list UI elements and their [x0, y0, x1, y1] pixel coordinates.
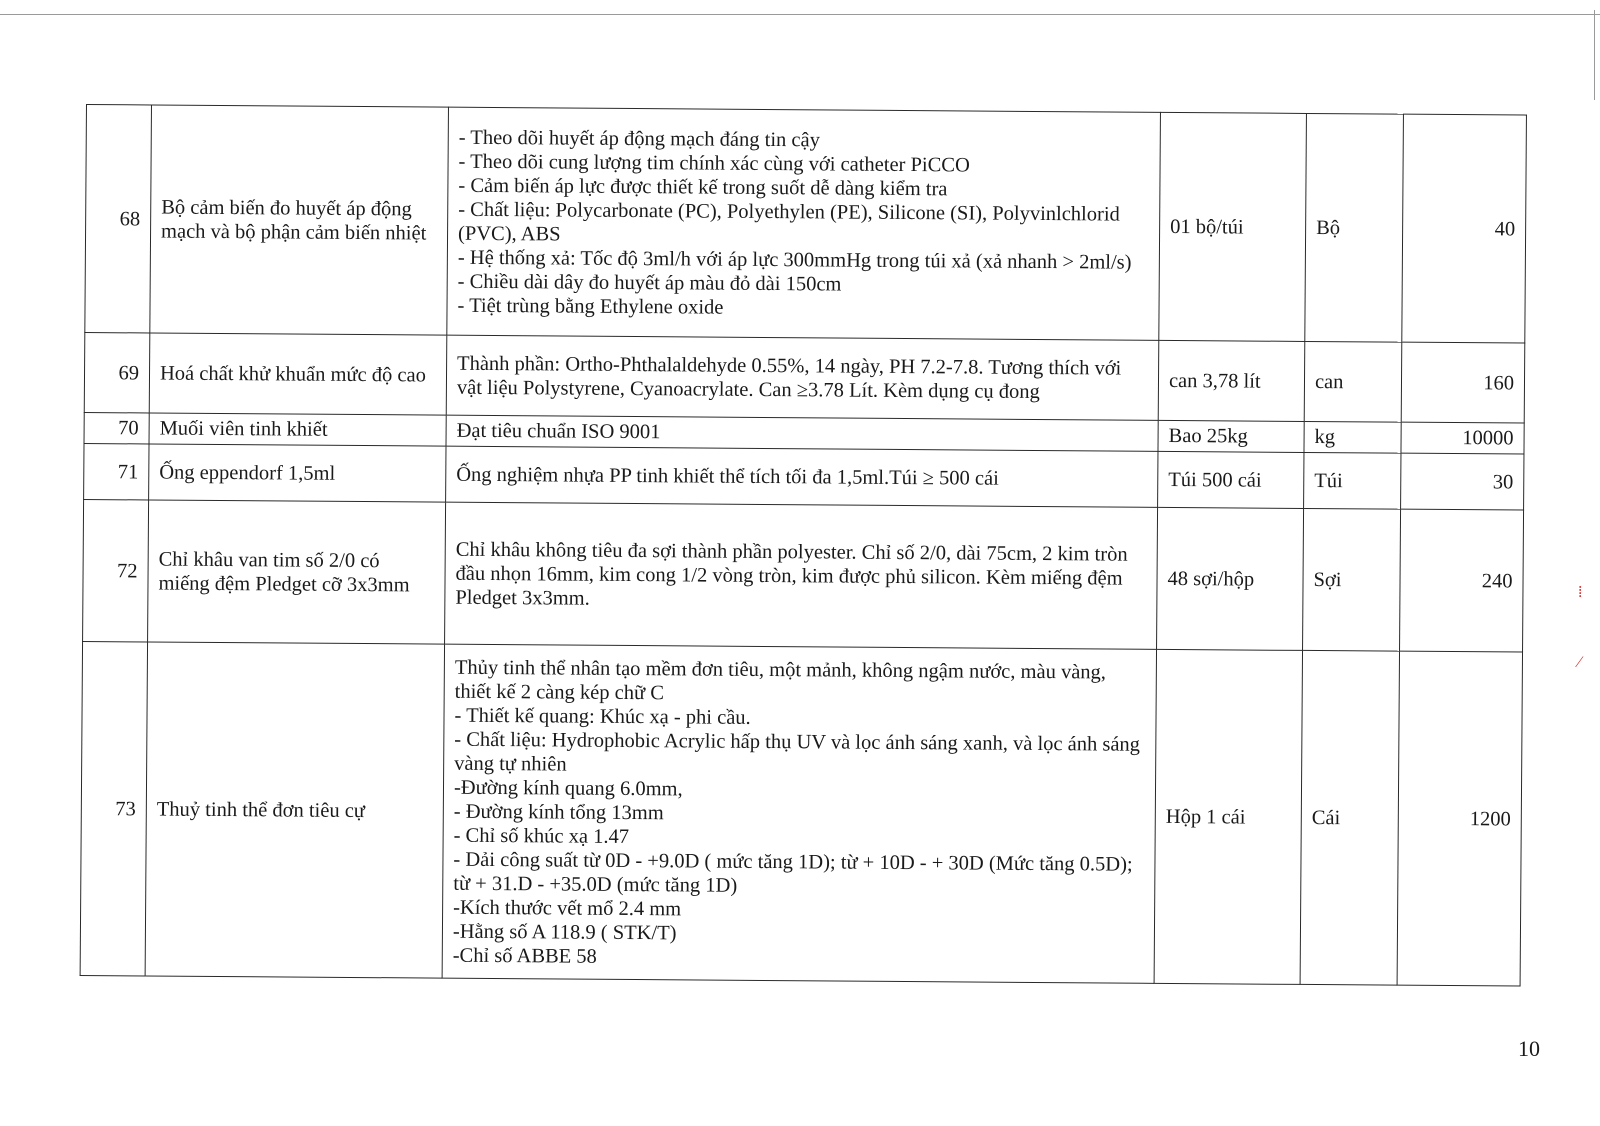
item-spec: [445, 502, 1158, 649]
item-unit: Sợi: [1303, 508, 1401, 651]
spec-line: -Hằng số A 118.9 ( STK/T): [452, 920, 677, 944]
item-spec: [447, 107, 1161, 340]
spec-line: - Theo dõi cung lượng tim chính xác cùng với catheter PiCCO: [458, 150, 970, 176]
spec-line: - Theo dõi huyết áp động mạch đáng tin cậy: [458, 126, 820, 151]
item-number: 69: [84, 332, 150, 412]
spec-line: - Dải công suất từ 0D - +9.0D ( mức tăng 1D); từ + 10D - + 30D (Mức tăng 0.5D); từ + 31.D - +35.0D (mức tăng 1D): [453, 848, 1133, 897]
spec-line: - Cảm biến áp lực được thiết kế trong suốt dễ dàng kiểm tra: [458, 174, 948, 200]
item-quantity: 160: [1401, 342, 1525, 423]
red-stamp-mark: ⁄: [1578, 654, 1581, 671]
item-unit: Cái: [1300, 650, 1399, 985]
spec-line: - Chất liệu: Polycarbonate (PC), Polyethylen (PE), Silicone (SI), Polyvinlchlorid (PVC), ABS: [457, 198, 1120, 245]
item-packaging: Bao 25kg: [1158, 420, 1304, 452]
item-packaging: can 3,78 lít: [1158, 340, 1305, 421]
spec-line: -Đường kính quang 6.0mm,: [453, 776, 683, 800]
item-name: Bộ cảm biến đo huyết áp động mạch và bộ phận cảm biến nhiệt: [150, 105, 449, 335]
red-stamp-mark: ⁞: [1578, 584, 1583, 601]
table-body: [80, 105, 1526, 987]
page-number: 10: [1518, 1036, 1540, 1061]
item-quantity: 1200: [1397, 651, 1522, 986]
item-name: Ống eppendorf 1,5ml: [149, 444, 446, 502]
item-spec: [446, 335, 1159, 420]
spec-line: Đạt tiêu chuẩn ISO 9001: [456, 419, 661, 444]
item-unit: kg: [1304, 421, 1401, 453]
table-row: [84, 443, 1524, 510]
item-quantity: 40: [1402, 114, 1527, 343]
item-quantity: 10000: [1401, 422, 1524, 454]
supply-table: [80, 104, 1527, 987]
item-name: Muối viên tinh khiết: [149, 413, 446, 446]
spec-line: - Đường kính tổng 13mm: [453, 800, 664, 824]
item-name: Thuỷ tinh thể đơn tiêu cự: [145, 642, 444, 978]
item-spec: [446, 415, 1158, 451]
table-row: [85, 105, 1527, 344]
item-unit: Túi: [1304, 452, 1401, 509]
spec-line: Thủy tinh thể nhân tạo mềm đơn tiêu, một mảnh, không ngậm nước, màu vàng, thiết kế 2 càng kép chữ C: [454, 656, 1107, 704]
spec-line: - Chỉ số khúc xạ 1.47: [453, 824, 630, 848]
item-number: 70: [84, 412, 149, 443]
table-row: [84, 332, 1525, 423]
spec-line: - Chiều dài dây đo huyết áp màu đỏ dài 150cm: [457, 270, 842, 296]
spec-line: - Hệ thống xả: Tốc độ 3ml/h với áp lực 300mmHg trong túi xả (xả nhanh > 2ml/s): [457, 246, 1132, 274]
spec-line: - Tiệt trùng bằng Ethylene oxide: [457, 294, 724, 319]
item-spec: [446, 446, 1158, 507]
item-packaging: 01 bộ/túi: [1159, 112, 1307, 341]
item-quantity: 30: [1401, 453, 1524, 510]
item-spec: [442, 644, 1156, 983]
scan-edge-top: [0, 14, 1600, 15]
spec-line: Ống nghiệm nhựa PP tinh khiết thể tích tối đa 1,5ml.Túi ≥ 500 cái: [456, 463, 999, 490]
item-unit: can: [1304, 341, 1402, 422]
item-name: Hoá chất khử khuẩn mức độ cao: [149, 333, 447, 415]
item-number: 72: [83, 499, 149, 641]
spec-line: -Kích thước vết mổ 2.4 mm: [453, 896, 682, 920]
item-packaging: Hộp 1 cái: [1154, 649, 1302, 984]
item-unit: Bộ: [1305, 113, 1404, 342]
item-quantity: 240: [1400, 509, 1524, 652]
item-name: Chỉ khâu van tim số 2/0 có miếng đệm Pledget cỡ 3x3mm: [148, 500, 446, 644]
spec-line: -Chỉ số ABBE 58: [452, 944, 597, 968]
spec-line: Thành phần: Ortho-Phthalaldehyde 0.55%, 14 ngày, PH 7.2-7.8. Tương thích với vật liệu Polystyrene, Cyanoacrylate. Can ≥3.78 Lít. Kèm dụng cụ đong: [456, 352, 1122, 403]
item-packaging: 48 sợi/hộp: [1157, 507, 1304, 650]
table-row: [80, 641, 1522, 986]
spec-line: - Thiết kế quang: Khúc xạ - phi cầu.: [454, 704, 751, 729]
item-packaging: Túi 500 cái: [1158, 451, 1304, 508]
spec-line: Chỉ khâu không tiêu đa sợi thành phần polyester. Chỉ số 2/0, dài 75cm, 2 kim tròn đầu nhọn 16mm, kim cong 1/2 vòng tròn, kim được phủ silicon. Kèm miếng đệm Pledget 3x3mm.: [455, 538, 1128, 610]
table-row: [83, 499, 1524, 652]
spec-line: - Chất liệu: Hydrophobic Acrylic hấp thụ UV và lọc ánh sáng xanh, và lọc ánh sáng vàng tự nhiên: [454, 728, 1141, 776]
scan-edge-right: [1594, 10, 1595, 100]
item-number: 68: [85, 105, 152, 333]
item-number: 71: [84, 443, 149, 499]
item-number: 73: [80, 641, 147, 975]
